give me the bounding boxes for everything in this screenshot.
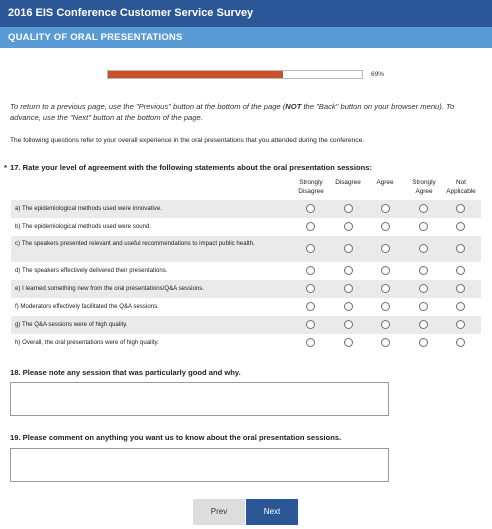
rating-row-label: e) I learned something new from the oral presentations/Q&A sessions. [15, 285, 205, 292]
prev-button[interactable]: Prev [193, 499, 245, 525]
col-header-line2: Disagree [335, 179, 361, 186]
col-header-not-applicable [441, 178, 481, 196]
col-header-strongly-disagree [291, 178, 331, 196]
radio-not-applicable[interactable] [456, 266, 465, 275]
radio-not-applicable[interactable] [456, 320, 465, 329]
rating-row-b [11, 218, 481, 236]
radio-not-applicable[interactable] [456, 204, 465, 213]
rating-row-c [11, 236, 481, 262]
radio-agree[interactable] [381, 222, 390, 231]
rating-row-a [11, 200, 481, 218]
radio-agree[interactable] [381, 284, 390, 293]
radio-strongly-disagree[interactable] [306, 338, 315, 347]
rating-row-label: b) The epidemiological methods used were sound. [15, 223, 152, 230]
instructions-part2: the "Back" button on your browser menu). To advance, use the "Next" button at the bottom of the page. [10, 102, 455, 122]
col-header-disagree [328, 178, 368, 187]
radio-disagree[interactable] [344, 244, 353, 253]
rating-row-label: h) Overall, the oral presentations were of high quality. [15, 339, 159, 346]
col-header-line1: Strongly [412, 179, 436, 186]
radio-not-applicable[interactable] [456, 222, 465, 231]
radio-strongly-agree[interactable] [419, 204, 428, 213]
question-17-text: 17. Rate your level of agreement with the following statements about the oral presentation sessions: [9, 163, 373, 172]
radio-agree[interactable] [381, 320, 390, 329]
radio-strongly-disagree[interactable] [306, 204, 315, 213]
radio-strongly-agree[interactable] [419, 302, 428, 311]
radio-strongly-disagree[interactable] [306, 266, 315, 275]
radio-not-applicable[interactable] [456, 284, 465, 293]
radio-agree[interactable] [381, 204, 390, 213]
rating-row-label: c) The speakers presented relevant and useful recommendations to impact public health. [15, 240, 255, 247]
radio-disagree[interactable] [344, 320, 353, 329]
instructions-emphasis: NOT [285, 102, 302, 111]
radio-not-applicable[interactable] [456, 302, 465, 311]
next-button[interactable]: Next [246, 499, 298, 525]
radio-strongly-disagree[interactable] [306, 302, 315, 311]
question-19-title: 19. Please comment on anything you want us to know about the oral presentation sessions. [10, 433, 342, 442]
col-header-line2: Applicable [446, 188, 476, 195]
radio-not-applicable[interactable] [456, 244, 465, 253]
questions-intro: The following questions refer to your overall experience in the oral presentations that you attended during the conference. [10, 137, 365, 144]
survey-title: 2016 EIS Conference Customer Service Survey [0, 0, 492, 27]
radio-strongly-agree[interactable] [419, 266, 428, 275]
radio-agree[interactable] [381, 302, 390, 311]
radio-disagree[interactable] [344, 302, 353, 311]
rating-row-e [11, 280, 481, 298]
required-marker: * [4, 163, 7, 172]
rating-row-label: a) The epidemiological methods used were innovative. [15, 205, 162, 212]
radio-agree[interactable] [381, 266, 390, 275]
instructions-part1: To return to a previous page, use the "Previous" button at the bottom of the page ( [10, 102, 286, 111]
radio-strongly-agree[interactable] [419, 338, 428, 347]
section-title: QUALITY OF ORAL PRESENTATIONS [0, 27, 492, 48]
col-header-agree [365, 178, 405, 187]
radio-agree[interactable] [381, 338, 390, 347]
radio-strongly-disagree[interactable] [306, 320, 315, 329]
progress-percent: 69% [371, 71, 385, 78]
question-19-textbox[interactable] [10, 448, 389, 482]
rating-row-f [11, 298, 481, 316]
radio-strongly-agree[interactable] [419, 222, 428, 231]
question-17-title [4, 163, 372, 173]
radio-disagree[interactable] [344, 266, 353, 275]
radio-disagree[interactable] [344, 338, 353, 347]
rating-row-label: g) The Q&A sessions were of high quality. [15, 321, 128, 328]
col-header-line1: Strongly [299, 179, 323, 186]
radio-strongly-disagree[interactable] [306, 284, 315, 293]
radio-strongly-disagree[interactable] [306, 244, 315, 253]
rating-row-h [11, 334, 481, 352]
radio-disagree[interactable] [344, 204, 353, 213]
rating-row-g [11, 316, 481, 334]
rating-row-label: d) The speakers effectively delivered their presentations. [15, 267, 168, 274]
radio-strongly-agree[interactable] [419, 284, 428, 293]
question-18-title: 18. Please note any session that was particularly good and why. [10, 368, 241, 377]
navigation-instructions [10, 101, 480, 123]
rating-row-label: f) Moderators effectively facilitated the Q&A sessions. [15, 303, 159, 310]
progress-bar [107, 70, 363, 79]
col-header-line2: Agree [376, 179, 394, 186]
question-18-textbox[interactable] [10, 382, 389, 416]
radio-disagree[interactable] [344, 284, 353, 293]
radio-not-applicable[interactable] [456, 338, 465, 347]
radio-strongly-agree[interactable] [419, 244, 428, 253]
col-header-strongly-agree [404, 178, 444, 196]
radio-agree[interactable] [381, 244, 390, 253]
progress-bar-fill [108, 71, 283, 78]
col-header-line1: Not [456, 179, 466, 186]
rating-row-d [11, 262, 481, 280]
col-header-line2: Agree [415, 188, 433, 195]
radio-strongly-agree[interactable] [419, 320, 428, 329]
col-header-line2: Disagree [298, 188, 324, 195]
radio-disagree[interactable] [344, 222, 353, 231]
radio-strongly-disagree[interactable] [306, 222, 315, 231]
